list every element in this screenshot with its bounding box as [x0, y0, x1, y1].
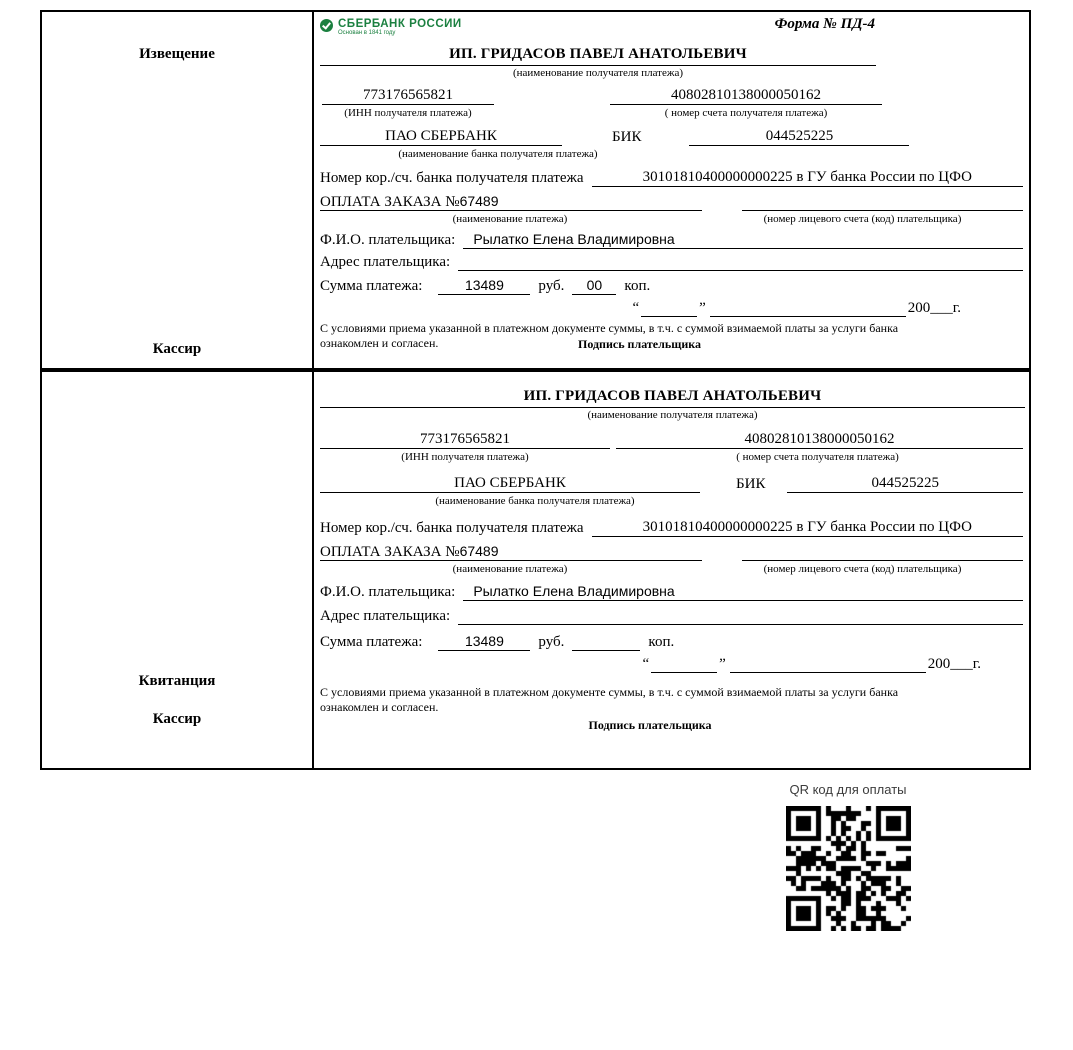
amount-rub-value: 13489 [438, 631, 530, 651]
payer-name-label: Ф.И.О. плательщика: [320, 584, 456, 600]
terms-text: С условиями приема указанной в платежном документе суммы, в т.ч. с суммой взимаемой платы за услуги банка ознакомлен и согласен. [320, 685, 899, 714]
bik-value: 044525225 [689, 126, 909, 146]
bik-value: 044525225 [787, 473, 1023, 493]
amount-kop-value: 00 [572, 275, 616, 295]
amount-label: Сумма платежа: [320, 634, 423, 650]
sberbank-logo [320, 16, 462, 37]
inn-value: 773176565821 [320, 429, 610, 449]
payment-purpose-line [320, 541, 702, 561]
bik-label: БИК [612, 129, 642, 145]
signature-label: Подпись плательщика [578, 337, 701, 351]
qr-section [783, 782, 913, 931]
payer-address-label: Адрес плательщика: [320, 254, 451, 270]
order-number-value: 67489 [459, 543, 499, 559]
rub-label: руб. [538, 634, 565, 650]
payer-address-line [458, 605, 1023, 625]
date-month-line [710, 297, 906, 317]
kop-label: коп. [624, 278, 651, 294]
sberbank-logo-text: СБЕРБАНК РОССИИ [338, 18, 462, 30]
account-caption: ( номер счета получателя платежа) [664, 107, 828, 119]
bank-name-value: ПАО СБЕРБАНК [320, 473, 700, 493]
date-month-line [730, 653, 926, 673]
payer-address-label: Адрес плательщика: [320, 608, 451, 624]
date-year: 200___г. [927, 656, 981, 672]
qr-code [786, 806, 911, 931]
inn-caption: (ИНН получателя платежа) [344, 107, 472, 119]
recipient-name: ИП. ГРИДАСОВ ПАВЕЛ АНАТОЛЬЕВИЧ [320, 388, 1025, 408]
receipt-title: Квитанция [138, 673, 216, 689]
purpose-caption: (наименование платежа) [452, 563, 568, 575]
signature-label: Подпись плательщика [588, 718, 712, 732]
amount-label: Сумма платежа: [320, 278, 423, 294]
inn-caption: (ИНН получателя платежа) [401, 451, 529, 463]
recipient-block [320, 388, 1025, 423]
account-value: 40802810138000050162 [610, 85, 882, 105]
notice-header [320, 16, 1025, 44]
account-value: 40802810138000050162 [616, 429, 1023, 449]
inn-value: 773176565821 [322, 85, 494, 105]
payer-name-label: Ф.И.О. плательщика: [320, 232, 456, 248]
corr-account-value: 30101810400000000225 в ГУ банка России по ЦФО [592, 167, 1023, 187]
terms-block [320, 685, 1025, 733]
personal-account-caption: (номер лицевого счета (код) плательщика) [763, 563, 962, 575]
receipt-section [40, 370, 1031, 770]
payer-address-line [458, 251, 1023, 271]
form-number: Форма № ПД-4 [774, 16, 875, 32]
qr-label: QR код для оплаты [789, 782, 907, 797]
sberbank-logo-tagline: Основан в 1841 году [338, 30, 396, 36]
payment-purpose-label: ОПЛАТА ЗАКАЗА № [320, 544, 460, 560]
notice-title: Извещение [139, 46, 215, 62]
receipt-main [314, 372, 1029, 768]
payment-purpose-line [320, 191, 702, 211]
date-line [320, 297, 1025, 319]
order-number-value: 67489 [459, 193, 499, 209]
personal-account-caption: (номер лицевого счета (код) плательщика) [763, 213, 962, 225]
recipient-block [320, 46, 1025, 81]
close-quote: ” [699, 300, 706, 316]
payer-name-value: Рылатко Елена Владимировна [463, 229, 1023, 249]
cashier-label: Кассир [152, 341, 202, 357]
bank-caption: (наименование банка получателя платежа) [398, 148, 598, 160]
corr-account-value: 30101810400000000225 в ГУ банка России по ЦФО [592, 517, 1023, 537]
account-caption: ( номер счета получателя платежа) [736, 451, 899, 463]
date-line [320, 653, 1025, 675]
amount-rub-value: 13489 [438, 275, 530, 295]
corr-account-label: Номер кор./сч. банка получателя платежа [320, 520, 584, 536]
open-quote: “ [632, 300, 640, 316]
recipient-caption: (наименование получателя платежа) [512, 67, 684, 79]
notice-main [314, 12, 1029, 368]
recipient-caption: (наименование получателя платежа) [587, 409, 758, 421]
rub-label: руб. [538, 278, 565, 294]
notice-stub [42, 12, 314, 368]
recipient-name: ИП. ГРИДАСОВ ПАВЕЛ АНАТОЛЬЕВИЧ [320, 46, 876, 66]
terms-block [320, 321, 1025, 353]
corr-account-label: Номер кор./сч. банка получателя платежа [320, 170, 584, 186]
open-quote: “ [642, 656, 650, 672]
payer-name-value: Рылатко Елена Владимировна [463, 581, 1023, 601]
date-day-line [641, 297, 697, 317]
receipt-stub [42, 372, 314, 768]
purpose-caption: (наименование платежа) [452, 213, 568, 225]
date-day-line [651, 653, 717, 673]
date-year: 200___г. [907, 300, 961, 316]
terms-text: С условиями приема указанной в платежном документе суммы, в т.ч. с суммой взимаемой платы за услуги банка ознакомлен и согласен. [320, 321, 899, 350]
sberbank-logo-icon [320, 19, 333, 32]
close-quote: ” [719, 656, 726, 672]
bank-caption: (наименование банка получателя платежа) [435, 495, 635, 507]
personal-account-line [742, 191, 1023, 211]
bank-name-value: ПАО СБЕРБАНК [320, 126, 562, 146]
amount-kop-value [572, 631, 640, 651]
notice-section [40, 10, 1031, 370]
payment-purpose-label: ОПЛАТА ЗАКАЗА № [320, 194, 460, 210]
bik-label: БИК [736, 476, 766, 492]
cashier-label: Кассир [152, 711, 202, 727]
kop-label: коп. [648, 634, 675, 650]
personal-account-line [742, 541, 1023, 561]
